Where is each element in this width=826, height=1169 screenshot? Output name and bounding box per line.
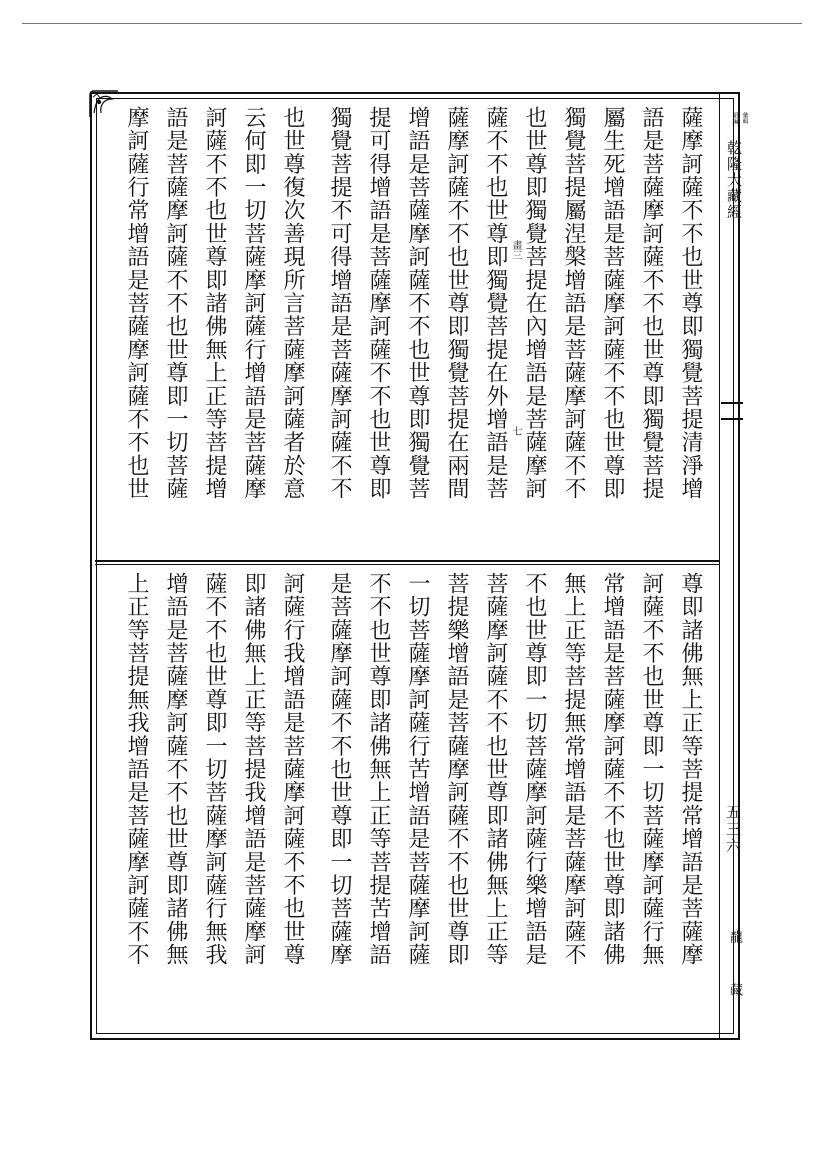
series-label-new: 新編 bbox=[731, 112, 738, 124]
upper-column-10: 獨覺菩提不可得增語是菩薩摩訶薩不不 bbox=[327, 106, 352, 501]
upper-column-2: 語是菩薩摩訶薩不不也世尊即獨覺菩提 bbox=[639, 106, 664, 501]
lower-column-7: 菩提樂增語是菩薩摩訶薩不不也世尊即 bbox=[444, 572, 469, 967]
upper-note-1: 畫三 bbox=[510, 240, 521, 260]
lower-column-2: 訶薩不不也世尊即一切菩薩摩訶薩行無 bbox=[639, 572, 664, 967]
upper-column-9: 提可得增語是菩薩摩訶薩不不也世尊即 bbox=[366, 106, 391, 501]
lower-column-1: 尊即諸佛無上正等菩提常增語是菩薩摩 bbox=[678, 572, 703, 967]
press-mark: 龍藏 bbox=[727, 930, 742, 1036]
upper-note-2: 七 bbox=[510, 426, 521, 436]
upper-column-14: 語是菩薩摩訶薩不不也世尊即一切菩薩 bbox=[163, 106, 188, 501]
lower-column-9: 不不也世尊即諸佛無上正等菩提苦增語 bbox=[366, 572, 391, 967]
lower-column-8: 一切菩薩摩訶薩行苦增語是菩薩摩訶薩 bbox=[405, 572, 430, 967]
upper-column-1: 薩摩訶薩不不也世尊即獨覺菩提清淨增 bbox=[678, 106, 703, 501]
edge-tab-mark bbox=[721, 402, 743, 420]
upper-column-3: 屬生死增語是菩薩摩訶薩不不也世尊即 bbox=[600, 106, 625, 501]
lower-column-15: 上正等菩提無我增語是菩薩摩訶薩不不 bbox=[124, 572, 149, 967]
top-rule bbox=[22, 23, 802, 24]
series-label-compiled: 彙輯 bbox=[741, 112, 748, 124]
corner-ornament-icon bbox=[88, 89, 120, 119]
lower-column-12: 即諸佛無上正等菩提我增語是菩薩摩訶 bbox=[241, 572, 266, 967]
margin-divider bbox=[719, 94, 720, 1039]
page-number: 五三六 bbox=[724, 804, 742, 855]
lower-column-6: 菩薩摩訶薩不不也世尊即諸佛無上正等 bbox=[483, 572, 508, 967]
upper-column-13: 訶薩不不也世尊即諸佛無上正等菩提增 bbox=[202, 106, 227, 501]
lower-column-4: 無上正等菩提無常增語是菩薩摩訶薩不 bbox=[561, 572, 586, 967]
register-divider-inner bbox=[95, 564, 719, 565]
lower-column-14: 增語是菩薩摩訶薩不不也世尊即諸佛無 bbox=[163, 572, 188, 967]
upper-column-8: 增語是菩薩摩訶薩不不也世尊即獨覺菩 bbox=[405, 106, 430, 501]
upper-column-11: 也世尊復次善現所言菩薩摩訶薩者於意 bbox=[280, 106, 305, 501]
lower-column-10: 是菩薩摩訶薩不不也世尊即一切菩薩摩 bbox=[327, 572, 352, 967]
upper-column-15: 摩訶薩行常增語是菩薩摩訶薩不不也世 bbox=[124, 106, 149, 501]
lower-column-5: 不也世尊即一切菩薩摩訶薩行樂增語是 bbox=[522, 572, 547, 967]
upper-column-12: 云何即一切菩薩摩訶薩行增語是菩薩摩 bbox=[241, 106, 266, 501]
upper-column-6: 薩不不也世尊即獨覺菩提在外增語是菩 bbox=[483, 106, 508, 501]
lower-column-3: 常增語是菩薩摩訶薩不不也世尊即諸佛 bbox=[600, 572, 625, 967]
lower-column-13: 薩不不也世尊即一切菩薩摩訶薩行無我 bbox=[202, 572, 227, 967]
scripture-title: 乾隆大藏經 bbox=[725, 140, 743, 220]
lower-column-11: 訶薩行我增語是菩薩摩訶薩不不也世尊 bbox=[280, 572, 305, 967]
upper-column-7: 薩摩訶薩不不也世尊即獨覺菩提在兩間 bbox=[444, 106, 469, 501]
register-divider bbox=[95, 560, 719, 562]
upper-column-5: 也世尊即獨覺菩提在內增語是菩薩摩訶 bbox=[522, 106, 547, 501]
upper-column-4: 獨覺菩提屬涅槃增語是菩薩摩訶薩不不 bbox=[561, 106, 586, 501]
